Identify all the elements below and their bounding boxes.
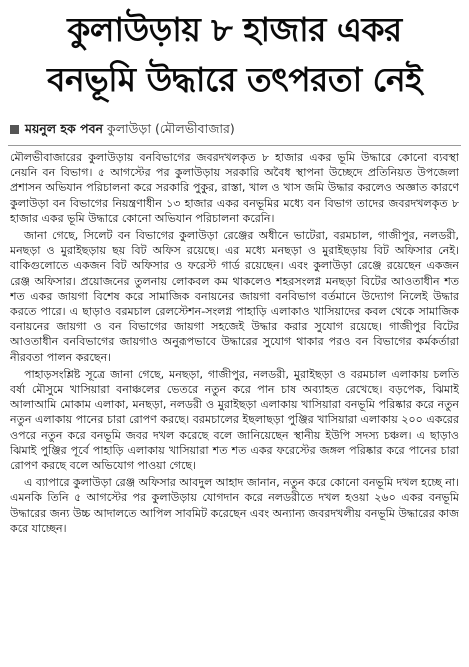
- byline-location: কুলাউড়া (মৌলভীবাজার): [107, 121, 235, 136]
- byline-divider: [8, 145, 461, 146]
- headline-line-1: কুলাউড়ায় ৮ হাজার একর: [67, 10, 402, 49]
- byline-bullet-icon: [10, 125, 19, 134]
- byline-author: ময়নুল হক পবন: [25, 121, 103, 136]
- article-paragraph: পাহাড়সংশ্লিষ্ট সূত্রে জানা গেছে, মনছড়া, গাজীপুর, নলডরী, মুরাইছড়া ও বরমচাল এলাকায় চলতি বর্ষা মৌসুমে খাসিয়ারা বনাঞ্চলের ভেতরে নতুন করে পান চাষ অব্যাহত রেখেছে। বড়পেক, ঝিমাই আলাআমি মোকাম এলাকা, মনছড়া, নলডরী ও মুরাইছড়া এলাকায় খাসিয়ারা বনভূমি পরিষ্কার করে নতুন নতুন এলাকায় পানের চারা রোপণ করছে। বরমচালের ইছলাছড়া পুঞ্জির খাসিয়ারা এলাকায় ২০০ একরের ওপরে নতুন করে বনভূমি জবর দখল করেছে বলে জানিয়েছেন স্থানীয় ইউপি সদস্য চঞ্চল। এ ছাড়াও ঝিমাই পুঞ্জির পূর্বে পাহাড়ি এলাকায় খাসিয়ারা শত শত একর ফরেস্টের জঙ্গল পরিষ্কার করে পানের চারা রোপণ করছে বলে অভিযোগ পাওয়া গেছে।: [10, 367, 459, 473]
- article-paragraph: জানা গেছে, সিলেট বন বিভাগের কুলাউড়া রেঞ্জের অধীনে ভাটেরা, বরমচাল, গাজীপুর, নলডরী, মনছড়া ও মুরাইছড়ায় ছয় বিট অফিস রয়েছে। এর মধ্যে মনছড়া ও মুরাইছড়ায় বিট অফিসার নেই। বাকিগুলোতে একজন বিট অফিসার ও ফরেস্ট গার্ড রয়েছেন। এবং কুলাউড়া রেঞ্জে রয়েছেন একজন রেঞ্জ অফিসার। প্রয়োজনের তুলনায় লোকবল কম থাকলেও শহরসংলগ্ন মনছড়া বিটের আওতাধীন শত শত একর জায়গা বিশেষ করে সামাজিক বনায়নের জায়গা বনবিভাগ বর্তমানে উদ্যোগ নিলেই উদ্ধার করতে পারে। এ ছাড়াও বরমচাল রেলস্টেশন-সংলগ্ন পাহাড়ি এলাকাও খাসিয়াদের কবল থেকে সামাজিক বনায়নের জায়গা ও বন বিভাগের জায়গা সহজেই উদ্ধার করার সুযোগ রয়েছে। গাজীপুর বিটের আওতাধীন বনবিভাগের জায়গাও অনুরূপভাবে উদ্ধারের সুযোগ থাকার পরও বন বিভাগের কর্মকর্তারা নীরবতা পালন করছেন।: [10, 229, 459, 364]
- article-paragraph: এ ব্যাপারে কুলাউড়া রেঞ্জ অফিসার আবদুল আহাদ জানান, নতুন করে কোনো বনভূমি দখল হচ্ছে না। এমনকি তিনি ৫ আগস্টের পর কুলাউড়ায় যোগদান করে নলডরীতে দখল হওয়া ২৬০ একর বনভূমি উদ্ধারের জন্য উচ্চ আদালতে আপিল সাবমিট করেছেন এবং অন্যান্য জবরদখলীয় বনভূমি উদ্ধারের কাজ করে যাচ্ছেন।: [10, 476, 459, 535]
- article-body: [10, 150, 459, 660]
- byline: [10, 118, 460, 140]
- article-paragraph: মৌলভীবাজারের কুলাউড়ায় বনবিভাগের জবরদখলকৃত ৮ হাজার একর ভূমি উদ্ধারে কোনো ব্যবস্থা নেয়নি বন বিভাগ। ৫ আগস্টের পর কুলাউড়ায় সরকারি অবৈধ স্থাপনা উচ্ছেদে প্রতিনিয়ত উপজেলা প্রশাসন অভিযান পরিচালনা করে সরকারি পুকুর, রাস্তা, খাল ও খাস জমি উদ্ধার করলেও অজ্ঞাত কারণে কুলাউড়া বন বিভাগের নিয়ন্ত্রণাধীন ১৩ হাজার একর বনভূমির মধ্যে বন বিভাগ তাদের জবরদখলকৃত ৮ হাজার একর ভূমি উদ্ধারে কোনো অভিযান পরিচালনা করেনি।: [10, 151, 459, 225]
- headline-line-2: বনভূমি উদ্ধারে তৎপরতা নেই: [47, 60, 422, 99]
